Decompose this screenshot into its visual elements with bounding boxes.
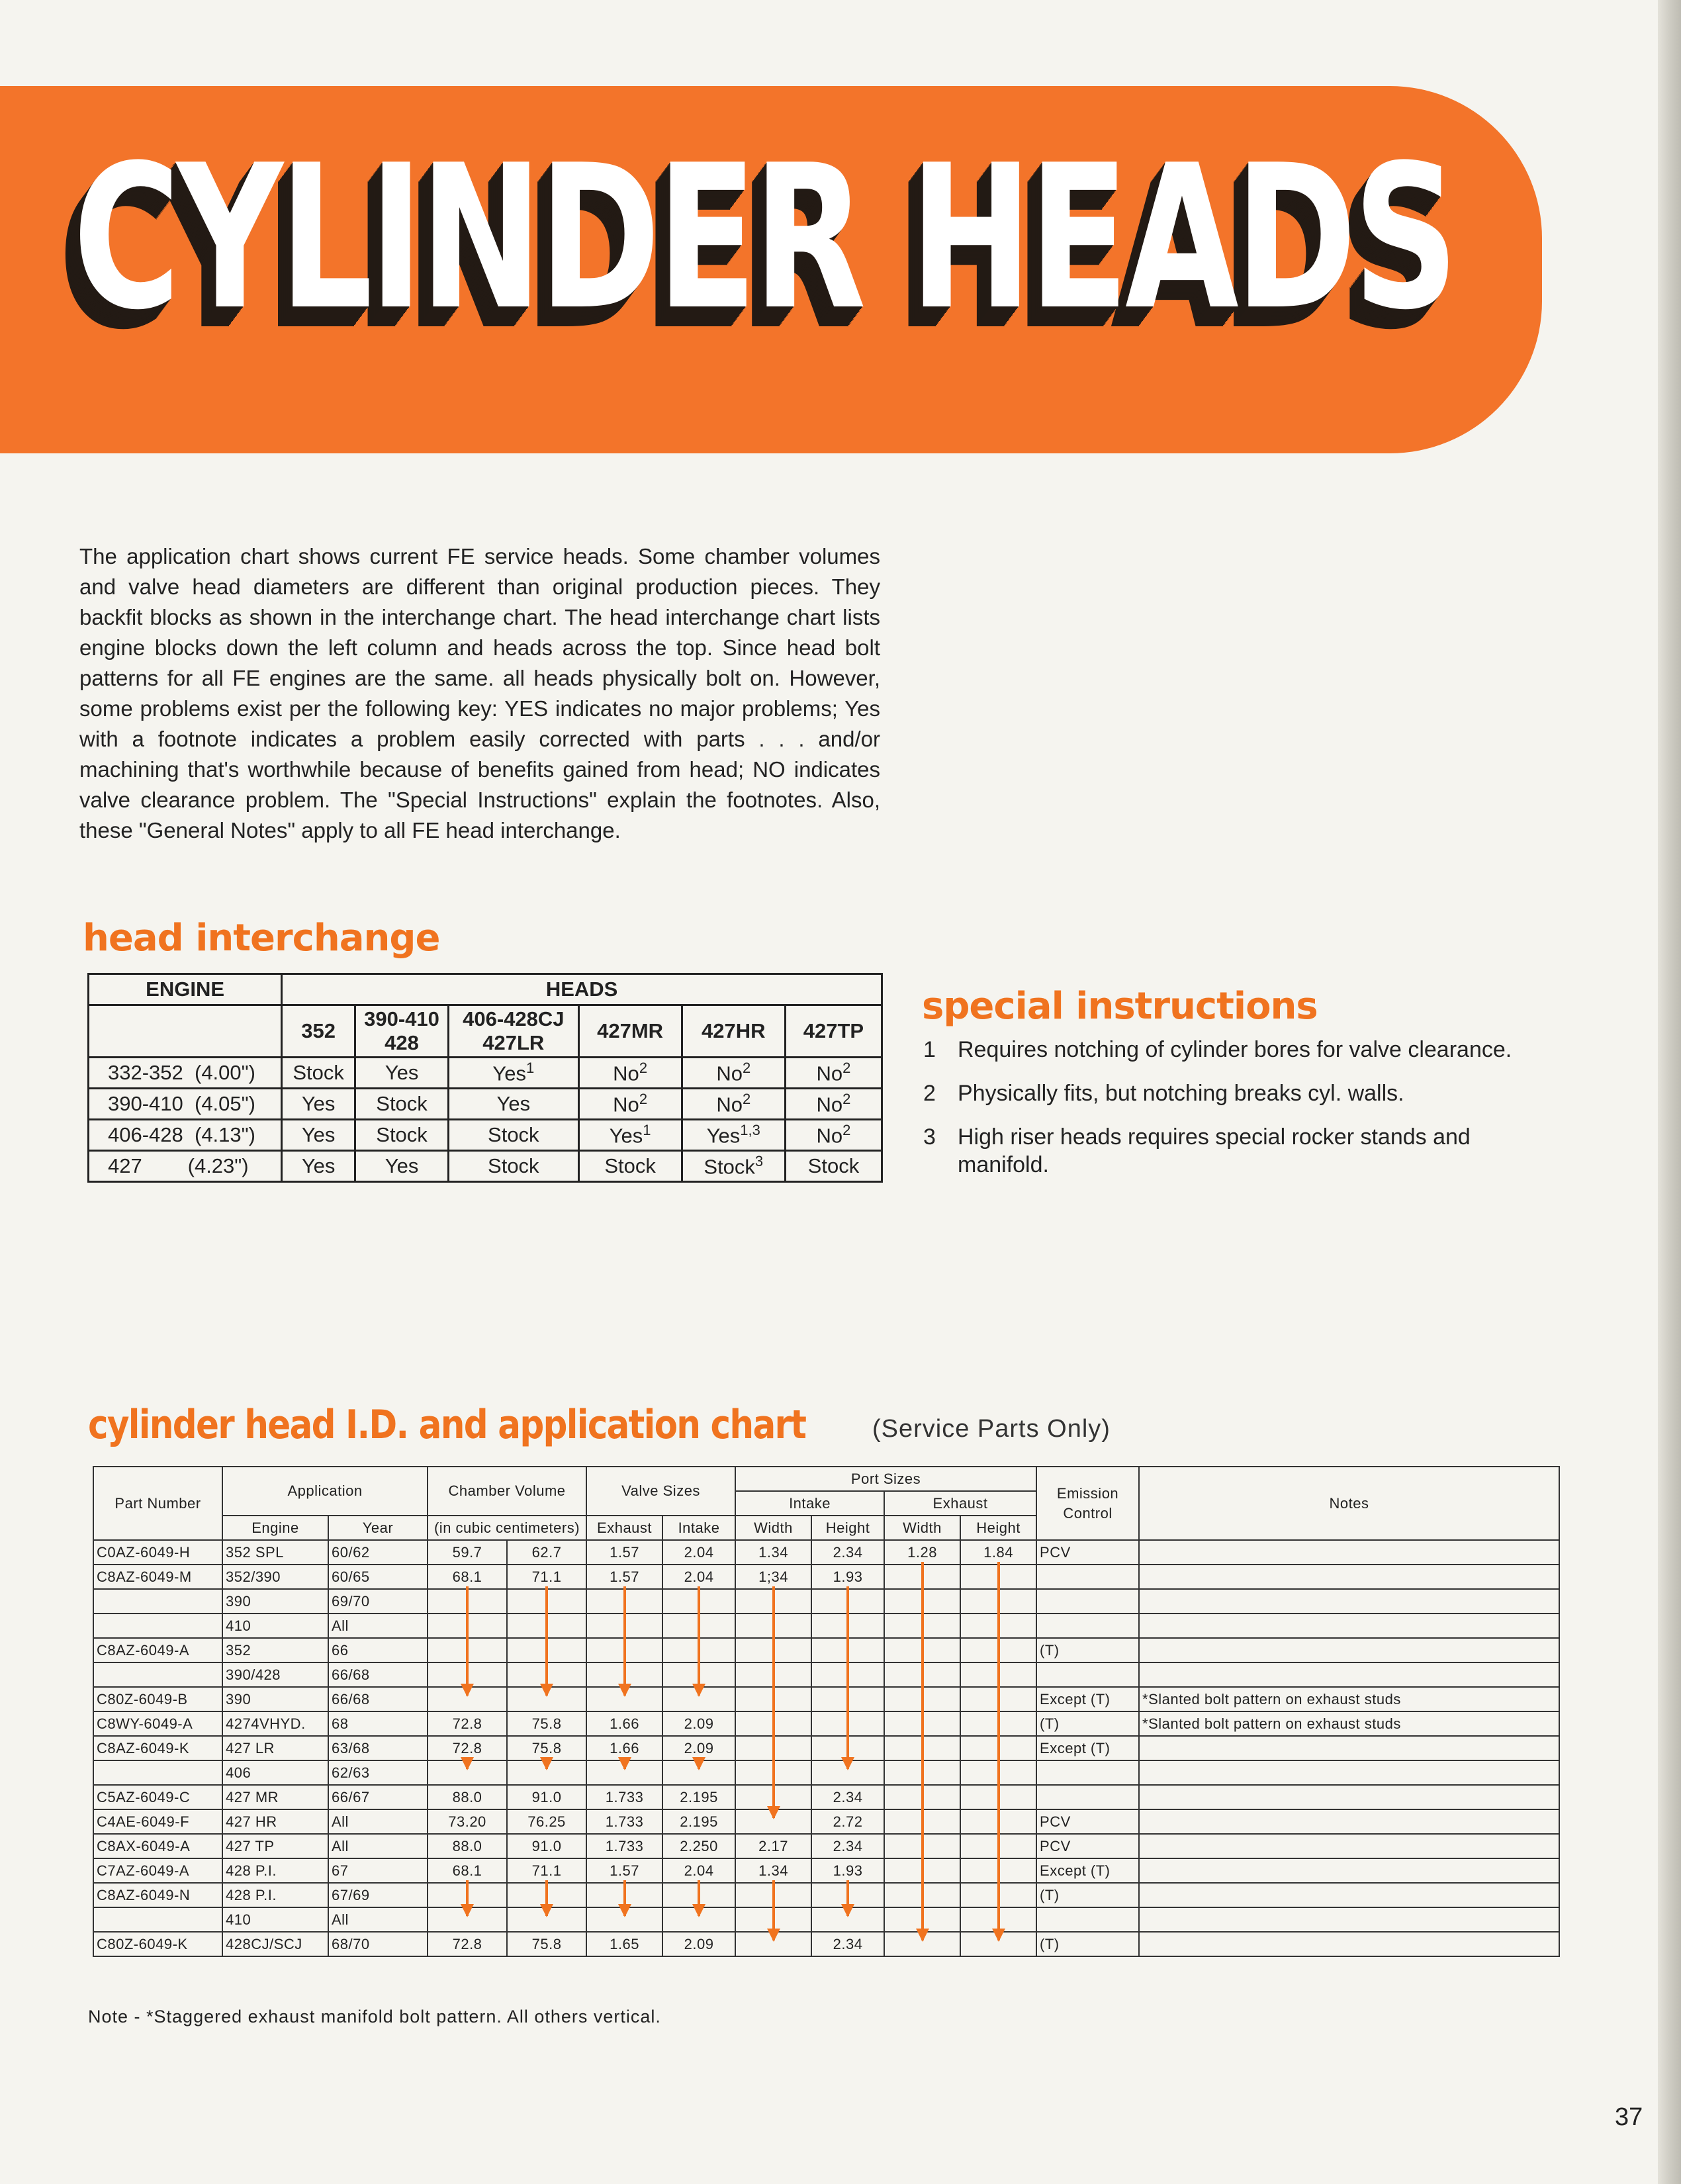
chamber-volume-label: Chamber Volume bbox=[448, 1482, 566, 1499]
head-column-header bbox=[785, 1005, 882, 1058]
table-cell bbox=[1139, 1907, 1559, 1932]
table-cell: 91.0 bbox=[507, 1834, 586, 1858]
table-cell: 428 P.I. bbox=[222, 1883, 328, 1907]
head-interchange-heading: head interchange bbox=[83, 917, 440, 960]
list-item bbox=[923, 1079, 1519, 1107]
table-cell: C0AZ-6049-H bbox=[93, 1540, 222, 1565]
table-cell: 1.57 bbox=[586, 1565, 662, 1589]
interchange-value: Stock bbox=[376, 1092, 428, 1115]
head-column-header bbox=[355, 1005, 449, 1058]
table-cell: 4274VHYD. bbox=[222, 1711, 328, 1736]
table-cell: 76.25 bbox=[507, 1809, 586, 1834]
table-cell bbox=[1036, 1907, 1139, 1932]
interchange-cell bbox=[578, 1151, 682, 1182]
table-cell: 1.733 bbox=[586, 1834, 662, 1858]
table-cell bbox=[1139, 1858, 1559, 1883]
control-label: Control bbox=[1063, 1504, 1113, 1522]
table-cell bbox=[1139, 1540, 1559, 1565]
table-cell: 72.8 bbox=[428, 1932, 507, 1956]
interchange-cell bbox=[578, 1058, 682, 1089]
head-column-header bbox=[682, 1005, 785, 1058]
footnote: Note - *Staggered exhaust manifold bolt pattern. All others vertical. bbox=[88, 2007, 661, 2026]
chamber-volume-header bbox=[428, 1467, 586, 1516]
chamber-units-header: (in cubic centimeters) bbox=[428, 1516, 586, 1540]
table-cell: All bbox=[328, 1809, 428, 1834]
notes-header: Notes bbox=[1139, 1467, 1559, 1540]
head-column-label: 427HR bbox=[702, 1019, 766, 1042]
table-cell: 2.04 bbox=[662, 1540, 735, 1565]
down-arrow-icon bbox=[545, 1586, 548, 1696]
head-column-sublabel: 427LR bbox=[482, 1031, 545, 1054]
table-cell: 2.34 bbox=[811, 1834, 884, 1858]
table-cell: C80Z-6049-B bbox=[93, 1687, 222, 1711]
footnote-marker: 2 bbox=[639, 1091, 648, 1108]
interchange-value: Yes bbox=[609, 1124, 643, 1148]
table-cell: 73.20 bbox=[428, 1809, 507, 1834]
application-header: Application bbox=[222, 1467, 428, 1516]
interchange-cell bbox=[282, 1089, 355, 1120]
table-cell: 67/69 bbox=[328, 1883, 428, 1907]
table-cell bbox=[1139, 1638, 1559, 1662]
table-cell: 71.1 bbox=[507, 1565, 586, 1589]
footnote-marker: 2 bbox=[842, 1091, 851, 1108]
heads-header: HEADS bbox=[282, 974, 882, 1005]
head-column-label: 352 bbox=[301, 1019, 336, 1042]
table-cell bbox=[93, 1662, 222, 1687]
table-cell: 2.250 bbox=[662, 1834, 735, 1858]
table-cell: 1.84 bbox=[960, 1540, 1036, 1565]
down-arrow-icon bbox=[466, 1880, 469, 1916]
table-cell: 1.66 bbox=[586, 1711, 662, 1736]
interchange-cell bbox=[282, 1120, 355, 1151]
table-row bbox=[93, 1736, 1559, 1760]
table-row bbox=[93, 1760, 1559, 1785]
emission-label: Emission bbox=[1056, 1484, 1119, 1502]
footnote-marker: 1,3 bbox=[740, 1122, 760, 1139]
table-row bbox=[93, 1907, 1559, 1932]
valve-exhaust-header: Exhaust bbox=[586, 1516, 662, 1540]
table-cell: 66/68 bbox=[328, 1662, 428, 1687]
head-column-label: 427MR bbox=[597, 1019, 664, 1042]
table-row bbox=[93, 1638, 1559, 1662]
table-cell bbox=[1139, 1565, 1559, 1589]
table-row bbox=[89, 1089, 882, 1120]
interchange-value: No bbox=[816, 1124, 843, 1148]
table-cell: (T) bbox=[1036, 1932, 1139, 1956]
table-cell: 428 P.I. bbox=[222, 1858, 328, 1883]
intake-height-header: Height bbox=[811, 1516, 884, 1540]
table-row bbox=[93, 1589, 1559, 1614]
table-cell: PCV bbox=[1036, 1540, 1139, 1565]
table-cell: 427 LR bbox=[222, 1736, 328, 1760]
interchange-cell bbox=[682, 1089, 785, 1120]
table-cell: 88.0 bbox=[428, 1785, 507, 1809]
table-cell bbox=[1139, 1662, 1559, 1687]
table-cell bbox=[1036, 1662, 1139, 1687]
interchange-value: No bbox=[816, 1062, 843, 1085]
interchange-cell bbox=[449, 1089, 578, 1120]
table-row bbox=[93, 1858, 1559, 1883]
table-cell bbox=[1139, 1614, 1559, 1638]
table-cell: 427 TP bbox=[222, 1834, 328, 1858]
table-row bbox=[93, 1932, 1559, 1956]
id-chart-heading: cylinder head I.D. and application chart bbox=[88, 1402, 806, 1448]
table-cell: 2.09 bbox=[662, 1932, 735, 1956]
table-cell bbox=[1139, 1834, 1559, 1858]
interchange-cell bbox=[785, 1120, 882, 1151]
intake-width-header: Width bbox=[735, 1516, 811, 1540]
table-cell: 75.8 bbox=[507, 1711, 586, 1736]
table-cell bbox=[93, 1614, 222, 1638]
binding-edge bbox=[1658, 0, 1681, 2184]
table-cell: (T) bbox=[1036, 1638, 1139, 1662]
table-cell bbox=[93, 1907, 222, 1932]
table-row bbox=[93, 1565, 1559, 1589]
table-cell: 2.195 bbox=[662, 1785, 735, 1809]
interchange-value: Stock bbox=[293, 1061, 344, 1084]
table-cell: 2.04 bbox=[662, 1565, 735, 1589]
table-cell: 410 bbox=[222, 1907, 328, 1932]
footnote-marker: 2 bbox=[842, 1122, 851, 1139]
table-cell: 427 HR bbox=[222, 1809, 328, 1834]
special-instructions-heading: special instructions bbox=[922, 985, 1318, 1028]
table-cell: 67 bbox=[328, 1858, 428, 1883]
table-cell bbox=[1139, 1589, 1559, 1614]
table-cell: 88.0 bbox=[428, 1834, 507, 1858]
table-cell bbox=[93, 1760, 222, 1785]
instruction-number: 3 bbox=[923, 1124, 936, 1150]
special-instructions-list bbox=[923, 1036, 1519, 1195]
table-cell: 1.65 bbox=[586, 1932, 662, 1956]
interchange-value: Stock bbox=[376, 1123, 428, 1146]
table-cell: 2.09 bbox=[662, 1711, 735, 1736]
table-cell: 62.7 bbox=[507, 1540, 586, 1565]
table-cell: All bbox=[328, 1834, 428, 1858]
interchange-cell bbox=[578, 1120, 682, 1151]
table-cell: 91.0 bbox=[507, 1785, 586, 1809]
down-arrow-icon bbox=[698, 1880, 700, 1916]
table-cell: 2.195 bbox=[662, 1809, 735, 1834]
instruction-text: Physically fits, but notching breaks cyl. walls. bbox=[958, 1081, 1404, 1106]
table-cell bbox=[1036, 1589, 1139, 1614]
table-cell: PCV bbox=[1036, 1809, 1139, 1834]
table-cell bbox=[1139, 1760, 1559, 1785]
interchange-value: Yes bbox=[385, 1154, 419, 1177]
head-column-label: 406-428CJ bbox=[463, 1007, 565, 1030]
table-cell: 2.04 bbox=[662, 1858, 735, 1883]
head-column-sublabel: 428 bbox=[385, 1031, 419, 1054]
exhaust-height-header: Height bbox=[960, 1516, 1036, 1540]
table-cell: 352 SPL bbox=[222, 1540, 328, 1565]
table-cell: 390 bbox=[222, 1589, 328, 1614]
down-arrow-icon bbox=[921, 1562, 924, 1940]
head-interchange-table bbox=[87, 973, 883, 1183]
table-cell: Except (T) bbox=[1036, 1687, 1139, 1711]
interchange-value: Yes bbox=[301, 1092, 336, 1115]
down-arrow-icon bbox=[545, 1880, 548, 1916]
table-cell: 2.09 bbox=[662, 1736, 735, 1760]
footnote-marker: 3 bbox=[754, 1153, 764, 1170]
interchange-value: Yes bbox=[496, 1092, 531, 1115]
table-cell bbox=[1036, 1565, 1139, 1589]
interchange-value: Stock bbox=[488, 1123, 539, 1146]
table-cell: C8AZ-6049-A bbox=[93, 1638, 222, 1662]
down-arrow-icon bbox=[846, 1586, 849, 1769]
down-arrow-icon bbox=[623, 1880, 626, 1916]
interchange-cell bbox=[682, 1151, 785, 1182]
interchange-value: No bbox=[816, 1093, 843, 1116]
table-cell: (T) bbox=[1036, 1711, 1139, 1736]
down-arrow-icon bbox=[698, 1758, 700, 1769]
table-cell: 62/63 bbox=[328, 1760, 428, 1785]
head-column-header bbox=[282, 1005, 355, 1058]
table-cell bbox=[93, 1589, 222, 1614]
table-cell: 427 MR bbox=[222, 1785, 328, 1809]
table-cell: 68 bbox=[328, 1711, 428, 1736]
table-cell: 1.93 bbox=[811, 1565, 884, 1589]
engine-header: ENGINE bbox=[89, 974, 282, 1005]
interchange-value: No bbox=[613, 1093, 639, 1116]
table-cell bbox=[1036, 1760, 1139, 1785]
down-arrow-icon bbox=[846, 1880, 849, 1916]
part-number-header: Part Number bbox=[93, 1467, 222, 1540]
table-row bbox=[93, 1785, 1559, 1809]
table-cell: 69/70 bbox=[328, 1589, 428, 1614]
interchange-cell bbox=[682, 1120, 785, 1151]
table-cell: 71.1 bbox=[507, 1858, 586, 1883]
instruction-text: Requires notching of cylinder bores for valve clearance. bbox=[958, 1037, 1512, 1062]
table-cell: 59.7 bbox=[428, 1540, 507, 1565]
down-arrow-icon bbox=[997, 1562, 1000, 1940]
head-column-label: 427TP bbox=[803, 1019, 864, 1042]
footnote-marker: 2 bbox=[842, 1060, 851, 1077]
table-row bbox=[93, 1540, 1559, 1565]
down-arrow-icon bbox=[466, 1758, 469, 1769]
interchange-cell bbox=[355, 1058, 449, 1089]
table-cell: 72.8 bbox=[428, 1736, 507, 1760]
interchange-value: Yes bbox=[385, 1061, 419, 1084]
head-column-header bbox=[449, 1005, 578, 1058]
interchange-value: Stock bbox=[488, 1154, 539, 1177]
table-cell: C80Z-6049-K bbox=[93, 1932, 222, 1956]
table-cell: 2.72 bbox=[811, 1809, 884, 1834]
table-cell: All bbox=[328, 1614, 428, 1638]
valve-sizes-header: Valve Sizes bbox=[586, 1467, 735, 1516]
table-cell: 66/67 bbox=[328, 1785, 428, 1809]
interchange-cell bbox=[785, 1151, 882, 1182]
table-cell: 72.8 bbox=[428, 1711, 507, 1736]
table-row bbox=[93, 1711, 1559, 1736]
interchange-cell bbox=[785, 1089, 882, 1120]
down-arrow-icon bbox=[545, 1758, 548, 1769]
table-cell: C7AZ-6049-A bbox=[93, 1858, 222, 1883]
down-arrow-icon bbox=[698, 1586, 700, 1696]
table-cell: 1.93 bbox=[811, 1858, 884, 1883]
engine-cell: 427 (4.23") bbox=[89, 1151, 282, 1182]
interchange-cell bbox=[449, 1151, 578, 1182]
interchange-cell bbox=[355, 1151, 449, 1182]
table-row bbox=[93, 1614, 1559, 1638]
table-cell: 1.733 bbox=[586, 1809, 662, 1834]
table-cell: 1;34 bbox=[735, 1565, 811, 1589]
interchange-value: Yes bbox=[706, 1124, 741, 1148]
interchange-cell bbox=[282, 1151, 355, 1182]
table-cell: 68/70 bbox=[328, 1932, 428, 1956]
table-row bbox=[93, 1809, 1559, 1834]
interchange-value: Yes bbox=[301, 1154, 336, 1177]
instruction-text: High riser heads requires special rocker stands and manifold. bbox=[958, 1124, 1471, 1177]
head-column-header bbox=[578, 1005, 682, 1058]
table-row bbox=[89, 1151, 882, 1182]
table-cell: 406 bbox=[222, 1760, 328, 1785]
table-cell: 75.8 bbox=[507, 1932, 586, 1956]
table-cell: 66/68 bbox=[328, 1687, 428, 1711]
table-cell bbox=[1139, 1785, 1559, 1809]
exhaust-width-header: Width bbox=[884, 1516, 960, 1540]
table-cell bbox=[1139, 1736, 1559, 1760]
footnote-marker: 2 bbox=[742, 1091, 751, 1108]
table-cell: 63/68 bbox=[328, 1736, 428, 1760]
table-cell: *Slanted bolt pattern on exhaust studs bbox=[1139, 1711, 1559, 1736]
table-row bbox=[93, 1687, 1559, 1711]
table-cell: C4AE-6049-F bbox=[93, 1809, 222, 1834]
interchange-cell bbox=[578, 1089, 682, 1120]
table-cell: C8AX-6049-A bbox=[93, 1834, 222, 1858]
cylinder-head-id-table bbox=[93, 1466, 1560, 1957]
table-row bbox=[93, 1834, 1559, 1858]
table-cell: 2.34 bbox=[811, 1540, 884, 1565]
interchange-cell bbox=[355, 1089, 449, 1120]
table-cell: 2.17 bbox=[735, 1834, 811, 1858]
table-cell: C8WY-6049-A bbox=[93, 1711, 222, 1736]
table-cell: (T) bbox=[1036, 1883, 1139, 1907]
interchange-value: No bbox=[716, 1093, 743, 1116]
list-item bbox=[923, 1123, 1519, 1179]
table-cell: 60/62 bbox=[328, 1540, 428, 1565]
down-arrow-icon bbox=[772, 1880, 775, 1940]
table-cell: All bbox=[328, 1907, 428, 1932]
down-arrow-icon bbox=[623, 1758, 626, 1769]
engine-cell: 390-410 (4.05") bbox=[89, 1089, 282, 1120]
table-cell: 75.8 bbox=[507, 1736, 586, 1760]
interchange-cell bbox=[785, 1058, 882, 1089]
table-row bbox=[89, 1120, 882, 1151]
page-number: 37 bbox=[1615, 2103, 1643, 2131]
table-cell: 1.28 bbox=[884, 1540, 960, 1565]
footnote-marker: 2 bbox=[639, 1060, 648, 1077]
table-cell: 390 bbox=[222, 1687, 328, 1711]
table-cell: 1.57 bbox=[586, 1858, 662, 1883]
table-cell bbox=[1139, 1883, 1559, 1907]
table-cell: 1.733 bbox=[586, 1785, 662, 1809]
interchange-value: Stock bbox=[604, 1154, 656, 1177]
table-cell: 1.34 bbox=[735, 1540, 811, 1565]
valve-intake-header: Intake bbox=[662, 1516, 735, 1540]
table-cell bbox=[1036, 1785, 1139, 1809]
interchange-value: No bbox=[613, 1062, 639, 1085]
table-cell: PCV bbox=[1036, 1834, 1139, 1858]
table-cell: 66 bbox=[328, 1638, 428, 1662]
table-cell bbox=[1036, 1614, 1139, 1638]
emission-control-header bbox=[1036, 1467, 1139, 1540]
down-arrow-icon bbox=[466, 1586, 469, 1696]
head-column-label: 390-410 bbox=[364, 1007, 439, 1030]
page-title: CYLINDER HEADS bbox=[73, 122, 1455, 353]
instruction-number: 2 bbox=[923, 1081, 936, 1106]
interchange-cell bbox=[449, 1120, 578, 1151]
port-exhaust-header: Exhaust bbox=[884, 1491, 1036, 1516]
table-cell: *Slanted bolt pattern on exhaust studs bbox=[1139, 1687, 1559, 1711]
interchange-value: Yes bbox=[301, 1123, 336, 1146]
intro-paragraph: The application chart shows current FE service heads. Some chamber volumes and valve head diameters are different than original production pieces. They backfit blocks as shown in the interchange chart. The head interchange chart lists engine blocks down the left column and heads across the top. Since head bolt patterns for all FE engines are the same. all heads physically bolt on. However, some problems exist per the following key: YES indicates no major problems; Yes with a footnote indicates a problem easily corrected with parts . . . and/or machining that's worthwhile because of benefits gained from head; NO indicates valve clearance problem. The "Special Instructions" explain the footnotes. Also, these "General Notes" apply to all FE head interchange. bbox=[79, 544, 880, 842]
table-cell: 390/428 bbox=[222, 1662, 328, 1687]
year-col-header: Year bbox=[328, 1516, 428, 1540]
table-cell: 1.57 bbox=[586, 1540, 662, 1565]
engine-cell: 332-352 (4.00") bbox=[89, 1058, 282, 1089]
list-item bbox=[923, 1036, 1519, 1064]
table-cell: Except (T) bbox=[1036, 1736, 1139, 1760]
interchange-value: Stock bbox=[807, 1154, 860, 1177]
table-cell: C8AZ-6049-N bbox=[93, 1883, 222, 1907]
interchange-cell bbox=[355, 1120, 449, 1151]
table-row bbox=[89, 1058, 882, 1089]
footnote-marker: 2 bbox=[742, 1060, 751, 1077]
port-sizes-header: Port Sizes bbox=[735, 1467, 1036, 1491]
footnote-marker: 1 bbox=[643, 1122, 651, 1139]
table-row bbox=[93, 1883, 1559, 1907]
table-cell: 428CJ/SCJ bbox=[222, 1932, 328, 1956]
table-row bbox=[93, 1662, 1559, 1687]
table-cell: 68.1 bbox=[428, 1858, 507, 1883]
interchange-cell bbox=[682, 1058, 785, 1089]
table-cell: Except (T) bbox=[1036, 1858, 1139, 1883]
id-chart-subtitle: (Service Parts Only) bbox=[872, 1415, 1111, 1443]
table-cell: C8AZ-6049-M bbox=[93, 1565, 222, 1589]
footnote-marker: 1 bbox=[525, 1060, 535, 1077]
table-cell: 410 bbox=[222, 1614, 328, 1638]
table-cell: 1.66 bbox=[586, 1736, 662, 1760]
table-cell: 352 bbox=[222, 1638, 328, 1662]
down-arrow-icon bbox=[623, 1586, 626, 1696]
engine-cell: 406-428 (4.13") bbox=[89, 1120, 282, 1151]
engine-header-spacer bbox=[89, 1005, 282, 1058]
interchange-cell bbox=[449, 1058, 578, 1089]
port-intake-header: Intake bbox=[735, 1491, 884, 1516]
table-cell bbox=[1139, 1932, 1559, 1956]
interchange-value: Stock bbox=[704, 1155, 755, 1179]
table-cell: 352/390 bbox=[222, 1565, 328, 1589]
interchange-cell bbox=[282, 1058, 355, 1089]
table-cell: C8AZ-6049-K bbox=[93, 1736, 222, 1760]
interchange-value: Yes bbox=[492, 1062, 526, 1085]
engine-col-header: Engine bbox=[222, 1516, 328, 1540]
table-cell: 60/65 bbox=[328, 1565, 428, 1589]
table-cell: 68.1 bbox=[428, 1565, 507, 1589]
table-cell: 2.34 bbox=[811, 1785, 884, 1809]
table-cell: 1.34 bbox=[735, 1858, 811, 1883]
interchange-value: No bbox=[716, 1062, 743, 1085]
table-cell: C5AZ-6049-C bbox=[93, 1785, 222, 1809]
down-arrow-icon bbox=[772, 1586, 775, 1818]
table-cell: 2.34 bbox=[811, 1932, 884, 1956]
table-cell bbox=[1139, 1809, 1559, 1834]
instruction-number: 1 bbox=[923, 1037, 936, 1062]
